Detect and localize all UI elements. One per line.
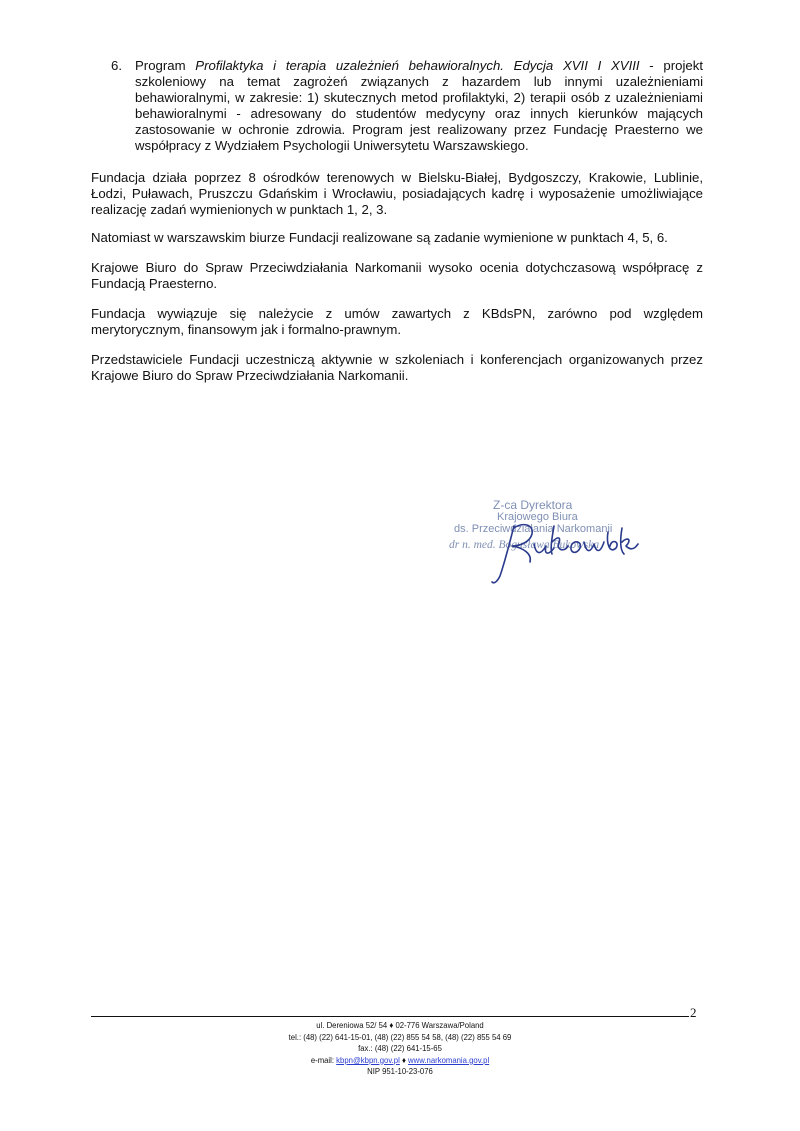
paragraph-evaluation: Krajowe Biuro do Spraw Przeciwdziałania Narkomanii wysoko ocenia dotychczasową współpracę z Fundacją Praesterno. [91, 260, 703, 292]
page-number: 2 [690, 1005, 697, 1020]
item-description: - projekt szkoleniowy na temat zagrożeń związanych z hazardem lub innymi uzależnieniami behawioralnymi, w zakresie: 1) skutecznych metod profilaktyki, 2) terapii osób z uzależnieniami behawioralnymi - adresowany do studentów medycyny oraz innych kierunków mających zastosowanie w ochronie zdrowia. Program jest realizowany przez Fundację Praesterno we współpracy z Wydziałem Psychologii Uniwersytetu Warszawskiego. [135, 58, 703, 153]
paragraph-branches: Fundacja działa poprzez 8 ośrodków terenowych w Bielsku-Białej, Bydgoszczy, Krakowie, Lublinie, Łodzi, Puławach, Pruszczu Gdańskim i Wrocławiu, posiadających kadrę i wyposażenie umożliwiające realizację zadań wymienionych w punktach 1, 2, 3. [91, 170, 703, 218]
stamp-title: Z-ca Dyrektora [493, 498, 573, 512]
handwritten-signature [440, 496, 660, 588]
stamp-name: dr n. med. Bogusława Bukowska [449, 539, 600, 551]
paragraph-warsaw-office: Natomiast w warszawskim biurze Fundacji realizowane są zadanie wymienione w punktach 4, 5, 6. [91, 230, 668, 245]
program-title: Profilaktyka i terapia uzależnień behawioralnych. Edycja XVII I XVIII [195, 58, 640, 73]
official-stamp [440, 496, 660, 588]
stamp-department: ds. Przeciwdziałania Narkomanii [454, 523, 613, 535]
footer [256, 1020, 544, 1078]
footer-address: ul. Dereniowa 52/ 54 ♦ 02-776 Warszawa/Poland [316, 1020, 484, 1030]
stamp-office: Krajowego Biura [497, 511, 578, 523]
item-lead-text: Program [135, 58, 196, 73]
footer-separator: ♦ [399, 1054, 409, 1065]
paragraph-training: Przedstawiciele Fundacji uczestniczą aktywnie w szkoleniach i konferencjach organizowanych przez Krajowe Biuro do Spraw Przeciwdziałania Narkomanii. [91, 352, 703, 384]
website-link[interactable]: www.narkomania.gov.pl [408, 1054, 490, 1065]
email-label: e-mail: [310, 1054, 337, 1065]
list-item-number: 6. [111, 58, 122, 73]
footer-phone: tel.: (48) (22) 641-15-01, (48) (22) 855 54 58, (48) (22) 855 54 69 [288, 1031, 512, 1042]
footer-fax: fax.: (48) (22) 641-15-65 [358, 1043, 442, 1054]
list-item-6 [111, 58, 703, 153]
footer-nip: NIP 951-10-23-076 [367, 1066, 433, 1077]
paragraph-contracts: Fundacja wywiązuje się należycie z umów zawartych z KBdsPN, zarówno pod względem merytorycznym, finansowym jak i formalno-prawnym. [91, 306, 703, 338]
footer-contact [256, 1055, 544, 1067]
footer-divider [91, 1016, 689, 1017]
email-link[interactable]: kbpn@kbpn.gov.pl [336, 1054, 400, 1065]
list-item-text [135, 58, 703, 153]
